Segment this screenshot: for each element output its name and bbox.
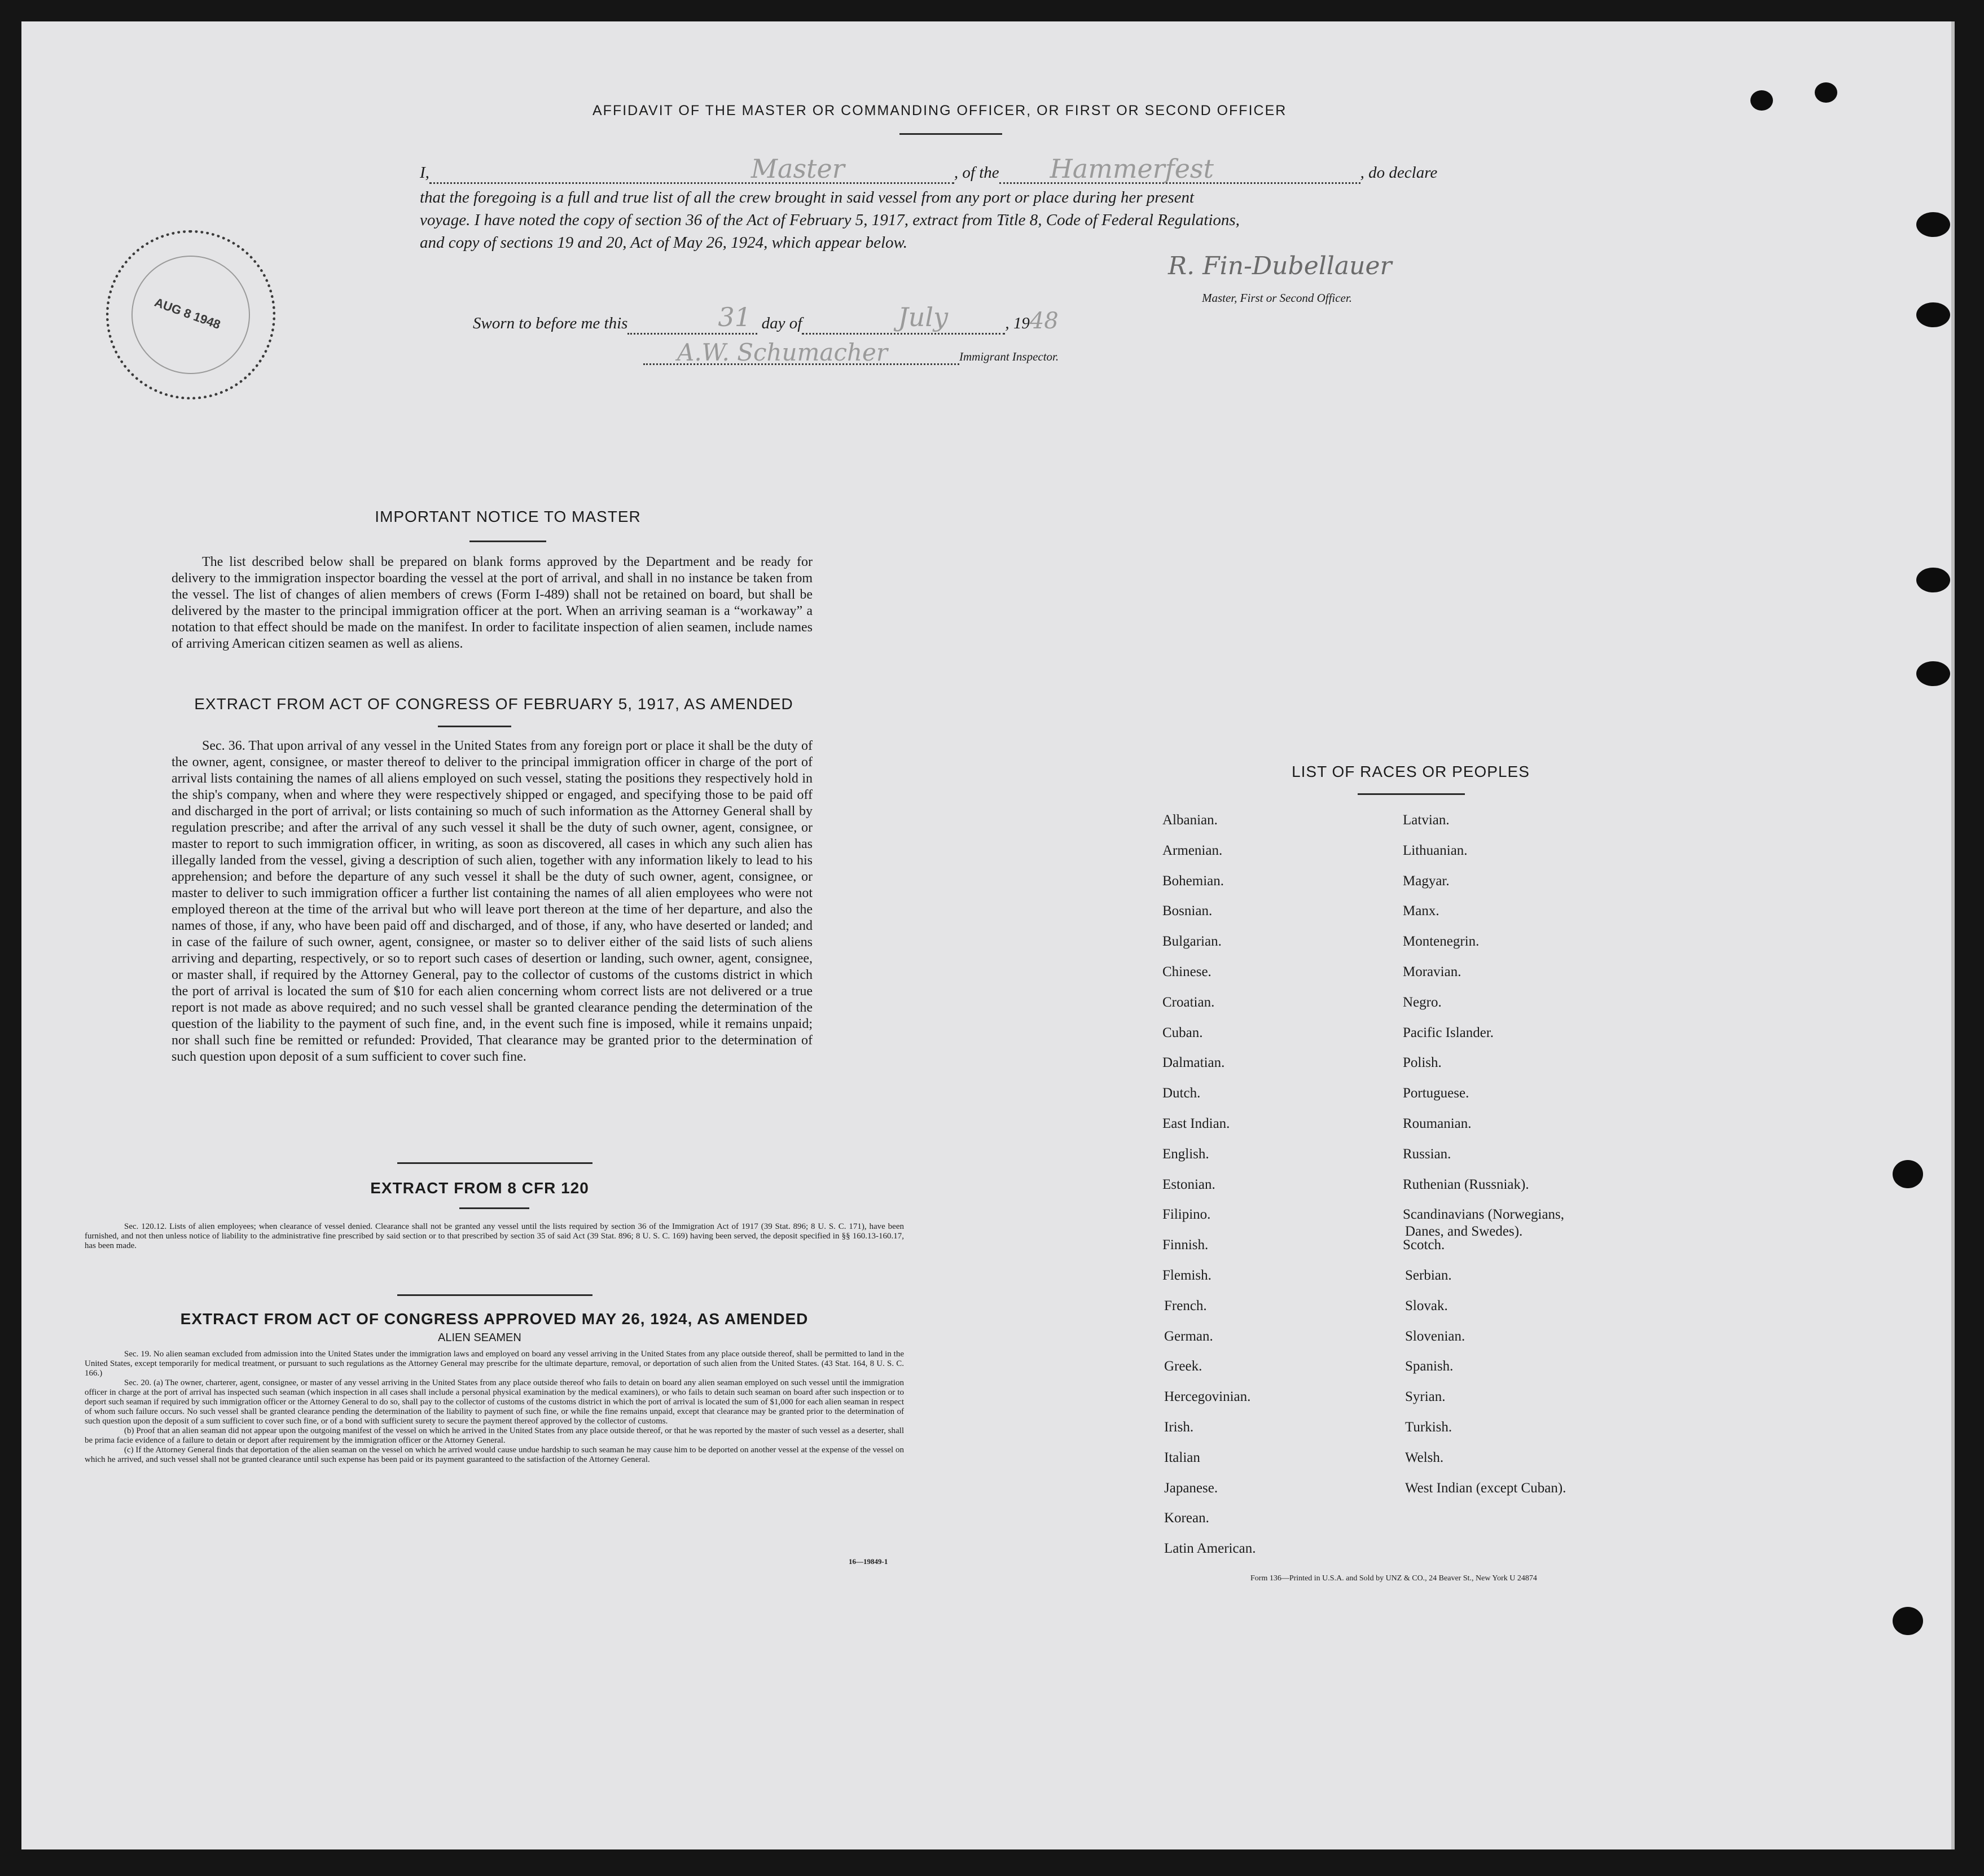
race-item: Italian [1164,1449,1200,1465]
race-item: Cuban. [1162,1025,1203,1040]
races-title-rule [1358,793,1465,795]
punch-hole [1916,302,1950,327]
punch-hole [1815,82,1837,103]
extract-1924-body [85,1350,904,1465]
affidavit-line-1 [420,153,1481,184]
extract-cfr-rule [459,1207,529,1209]
sec-20b: (b) Proof that an alien seaman did not appear upon the outgoing manifest of the vessel on which he arrived in the United States from any place outside thereof, or that he was reported by the master of such vessel as a deserter, shall be prima facie evidence of a failure to detain or deport after requirement by the immigration officer or the Attorney General. [85,1426,904,1445]
form-code: 16—19849-1 [849,1557,888,1566]
races-title: LIST OF RACES OR PEOPLES [1292,763,1530,780]
race-item: Negro. [1403,994,1442,1010]
extract-1924-subtitle: ALIEN SEAMEN [438,1332,521,1344]
sec-20c: (c) If the Attorney General finds that deportation of the alien seaman on the vessel on which he arrived would cause undue hardship to such seaman he may cause him to be deported on another vessel at the expense of the vessel on which he arrived, and such vessel shall not be granted clearance until such expense has been paid or its payment guaranteed to the satisfaction of the Attorney General. [85,1446,904,1464]
sworn-day-field [627,302,757,335]
race-item: Greek. [1164,1359,1202,1374]
sec-19: Sec. 19. No alien seaman excluded from admission into the United States under the immigration laws and employed on board any vessel arriving in the United States from any place outside thereof, shall be permitted to land in the United States, except temporarily for medical treatment, or pursuant to such regulations as the Attorney General may prescribe for the ultimate departure, removal, or deportation of such alien from the United States. (43 Stat. 164, 8 U. S. C. 166.) [85,1350,904,1378]
race-item: French. [1164,1298,1207,1313]
inspector-signature: A.W. Schumacher [677,339,888,366]
punch-hole [1893,1160,1923,1188]
race-item: Albanian. [1162,812,1218,828]
stamp-date: AUG 8 1948 [152,295,223,332]
vessel-handwriting: Hammerfest [1050,153,1214,184]
race-item: Manx. [1403,903,1439,919]
extract-cfr-body: Sec. 120.12. Lists of alien employees; when clearance of vessel denied. Clearance shall not be granted any vessel until the lists required by section 36 of the Immigration Act of 1917 (39 Stat. 896; 8 U. S. C. 171), have been furnished, and not then unless notice of liability to the administrative fine prescribed by said section or to that prescribed by section 35 of said Act (39 Stat. 896; 8 U. S. C. 169) having been served, the deposit specified in §§ 160.13-160.17, has been made. [85,1222,904,1250]
race-item: West Indian (except Cuban). [1405,1480,1566,1496]
inspector-field [643,339,959,366]
race-item: English. [1162,1146,1209,1162]
race-item: Scandinavians (Norwegians, [1403,1207,1565,1223]
sworn-day-handwriting: 31 [718,302,751,332]
race-item: German. [1164,1328,1213,1344]
race-item: Dalmatian. [1162,1055,1225,1071]
race-item: Finnish. [1162,1237,1209,1253]
race-item: Japanese. [1164,1480,1218,1496]
notice-body: The list described below shall be prepared on blank forms approved by the Department and be ready for delivery to the immigration inspector boarding the vessel at the port of arrival, and shall in no instance be taken from the vessel. The list of changes of alien members of crews (Form I-489) shall not be retained on board, but shall be delivered by the master to the principal immigration officer at the port. When an arriving seaman is a “workaway” a notation to that effect should be made on the manifest. In order to facilitate inspection of alien seamen, include names of arriving American citizen seamen as well as aliens. [172,555,813,651]
sworn-month-handwriting: July [898,302,949,332]
race-item: Danes, and Swedes). [1405,1224,1523,1240]
immigration-stamp [106,230,275,399]
punch-hole [1750,90,1773,111]
race-item: Serbian. [1405,1268,1452,1283]
sworn-prefix: Sworn to before me this [473,314,628,332]
race-item: Scotch. [1403,1237,1445,1253]
affidavit-line-2: that the foregoing is a full and true list of all the crew brought in said vessel from any port or place during her present [420,188,1195,207]
extract-1917-rule [438,726,511,727]
line1-suffix: , do declare [1360,164,1438,182]
race-item: Ruthenian (Russniak). [1403,1176,1529,1192]
race-item: Estonian. [1162,1176,1215,1192]
officer-caption: Master, First or Second Officer. [1202,291,1352,305]
form-printer-note: Form 136—Printed in U.S.A. and Sold by UNZ & CO., 24 Beaver St., New York U 24874 [1250,1574,1537,1583]
race-item: Chinese. [1162,964,1212,979]
race-item: Turkish. [1405,1420,1452,1435]
punch-hole [1916,568,1950,592]
race-item: Russian. [1403,1146,1451,1162]
punch-hole [1916,212,1950,237]
race-item: Dutch. [1162,1086,1201,1101]
section-divider [397,1162,592,1164]
affidavit-line-4: and copy of sections 19 and 20, Act of May 26, 1924, which appear below. [420,234,907,252]
race-item: Welsh. [1405,1449,1444,1465]
race-item: Armenian. [1162,842,1223,858]
extract-1924-title: EXTRACT FROM ACT OF CONGRESS APPROVED MAY 26, 1924, AS AMENDED [180,1310,809,1328]
extract-1917-title: EXTRACT FROM ACT OF CONGRESS OF FEBRUARY 5, 1917, AS AMENDED [194,695,793,713]
race-item: Portuguese. [1403,1086,1469,1101]
line1-prefix: I, [420,164,429,182]
race-item: Montenegrin. [1403,934,1480,950]
sec-20a: Sec. 20. (a) The owner, charterer, agent, consignee, or master of any vessel arriving in the United States from any place outside thereof who fails to detain on board any alien seaman employed on such vessel until the immigration officer in charge at the port of arrival has inspected such seaman (which inspection in all cases shall include a personal physical examination by the medical examiners), or who fails to detain such seaman on board after such inspection or to deport such seaman if required by such immigration officer or the Attorney General to do so, shall pay to the collector of customs of the customs district in which the port of arrival is located the sum of $1,000 for each alien seaman in respect of whom such failure occurs. No such vessel shall be granted clearance pending the determination of the liability to payment of such fine, or while the fine remains unpaid, except that clearance may be granted prior to the determination of such question upon the deposit of a sum sufficient to cover such fine, or of a bond with sufficient surety to secure the payment thereof approved by the collector of customs. [85,1378,904,1426]
race-item: Roumanian. [1403,1116,1472,1131]
race-item: Magyar. [1403,873,1450,889]
master-field [429,153,954,184]
race-item: Syrian. [1405,1389,1446,1405]
race-item: Korean. [1164,1510,1209,1526]
extract-cfr-title: EXTRACT FROM 8 CFR 120 [370,1179,589,1197]
affidavit-line-3: voyage. I have noted the copy of section 36 of the Act of February 5, 1917, extract from Title 8, Code of Federal Regulations, [420,211,1240,229]
race-item: Slovak. [1405,1298,1448,1313]
sworn-month-field [802,302,1005,335]
notice-title-rule [469,541,546,542]
sworn-line [473,302,1059,335]
punch-hole [1916,661,1950,686]
race-item: Lithuanian. [1403,842,1468,858]
punch-hole [1893,1607,1923,1635]
race-item: Slovenian. [1405,1328,1465,1344]
race-item: Pacific Islander. [1403,1025,1494,1040]
vessel-field [999,153,1360,184]
affidavit-title: AFFIDAVIT OF THE MASTER OR COMMANDING OFFICER, OR FIRST OR SECOND OFFICER [592,103,1287,118]
inspector-caption: Immigrant Inspector. [959,350,1059,363]
sworn-mid: day of [761,314,802,332]
extract-1917-body: Sec. 36. That upon arrival of any vessel in the United States from any foreign port or place it shall be the duty of the owner, agent, consignee, or master thereof to deliver to the principal immigration officer in charge of the port of arrival lists containing the names of all aliens employed on such vessel, stating the positions they respectively hold in the ship's company, when and where they were respectively shipped or engaged, and specifying those to be paid off and discharged in the port of arrival; or lists containing so much of such information as the Attorney General shall by regulation prescribe; and after the arrival of any such vessel it shall be the duty of such owner, agent, consignee, or master to report to such immigration officer, in writing, as soon as discovered, all cases in which any such alien has illegally landed from the vessel, giving a description of such alien, together with any information likely to lead to his apprehension; and before the departure of any such vessel it shall be the duty of such owner, agent, consignee, or master to deliver to such immigration officer a further list containing the names of all alien employees who were not employed thereon at the time of the arrival but who will leave port thereon at the time of her departure, and also the names of those, if any, who have been paid off and discharged, and of those, if any, who have deserted or landed; and in case of the failure of such owner, agent, consignee, or master so to deliver either of the said lists of such aliens arriving and departing, respectively, or so to report such cases of desertion or landing, such owner, agent, consignee, or master shall, if required by the Attorney General, pay to the collector of customs of the customs district in which the port of arrival is located the sum of $10 for each alien concerning whom correct lists are not delivered or a true report is not made as above required; and no such vessel shall be granted clearance pending the determination of the question of the liability to the payment of such fine, and, in the event such fine is imposed, while it remains unpaid; nor shall such fine be remitted or refunded: Provided, That clearance may be granted prior to the determination of such question upon deposit of a sum sufficient to cover such fine. [172,739,813,1064]
race-item: Latin American. [1164,1541,1256,1557]
race-item: Irish. [1164,1420,1194,1435]
officer-signature: R. Fin-Dubellauer [1168,252,1392,280]
race-item: Filipino. [1162,1207,1211,1223]
race-item: Moravian. [1403,964,1461,979]
master-handwriting: Master [750,153,845,184]
race-item: Flemish. [1162,1268,1212,1283]
sworn-year-prefix: , 19 [1005,314,1030,332]
line1-mid: , of the [954,164,999,182]
inspector-line [643,339,1059,366]
race-item: Bulgarian. [1162,934,1222,950]
race-item: Latvian. [1403,812,1450,828]
race-item: Bohemian. [1162,873,1224,889]
affidavit-title-rule [899,133,1002,135]
sworn-year-handwriting: 48 [1029,308,1059,334]
section-divider [397,1294,592,1296]
race-item: Polish. [1403,1055,1442,1071]
race-item: Spanish. [1405,1359,1454,1374]
race-item: Hercegovinian. [1164,1389,1251,1405]
race-item: East Indian. [1162,1116,1230,1131]
race-item: Bosnian. [1162,903,1213,919]
race-item: Croatian. [1162,994,1215,1010]
notice-title: IMPORTANT NOTICE TO MASTER [375,508,641,525]
